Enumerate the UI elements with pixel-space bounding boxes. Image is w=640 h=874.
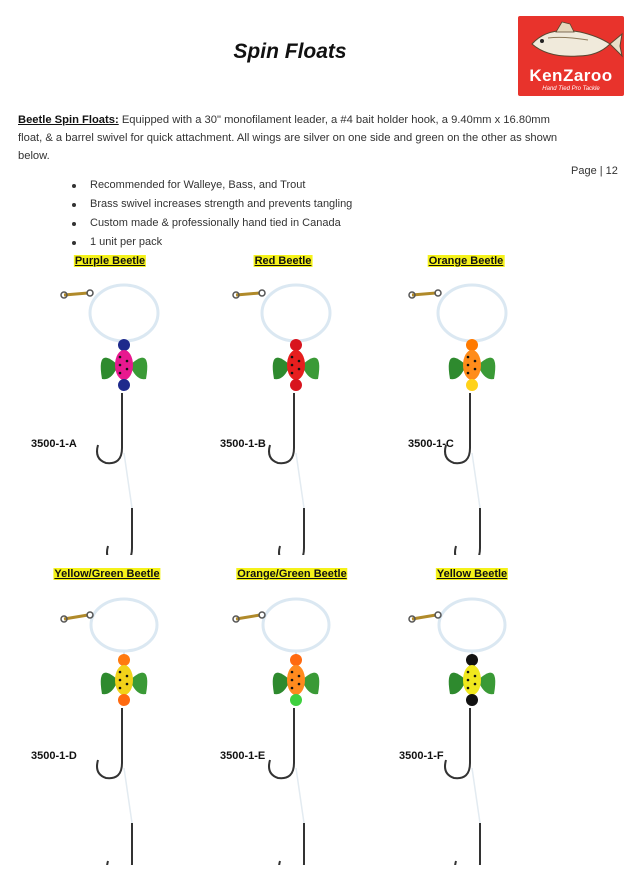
- product-name-yellow-beetle: Yellow Beetle: [436, 568, 508, 580]
- intro-text: Equipped with a 30" monofilament leader, a #4 bait holder hook, a 9.40mm x 16.80mm float, & a barrel swivel for quick attachment. All wings are silver on one side and green on the other as shown below.: [18, 114, 558, 162]
- product-code-e: 3500-1-E: [220, 750, 266, 762]
- product-code-d: 3500-1-D: [31, 750, 77, 762]
- beetle-lure-illustration: [398, 585, 538, 865]
- beetle-lure-illustration: [50, 585, 190, 865]
- barrel-swivel-icon: [61, 290, 93, 298]
- barrel-swivel-icon: [233, 612, 265, 622]
- feature-item: Brass swivel increases strength and prevents tangling: [72, 195, 352, 214]
- product-name-yellow-green-beetle: Yellow/Green Beetle: [54, 568, 160, 580]
- barrel-swivel-icon: [409, 612, 441, 622]
- product-name-orange-beetle: Orange Beetle: [428, 255, 504, 267]
- barrel-swivel-icon: [233, 290, 265, 298]
- page-title: Spin Floats: [233, 40, 347, 63]
- barrel-swivel-icon: [409, 290, 441, 298]
- logo-name: KenZaroo: [529, 66, 613, 85]
- intro-lead: Beetle Spin Floats:: [18, 114, 119, 126]
- product-code-a: 3500-1-A: [31, 438, 77, 450]
- feature-item: Custom made & professionally hand tied in Canada: [72, 214, 352, 233]
- beetle-lure-illustration: [222, 585, 362, 865]
- product-name-purple-beetle: Purple Beetle: [74, 255, 146, 267]
- page-number: Page | 12: [571, 165, 618, 177]
- product-name-red-beetle: Red Beetle: [254, 255, 312, 267]
- beetle-lure-illustration: [398, 275, 538, 555]
- product-code-c: 3500-1-C: [408, 438, 454, 450]
- intro-paragraph: [18, 111, 563, 165]
- product-name-orange-green-beetle: Orange/Green Beetle: [237, 568, 347, 580]
- barrel-swivel-icon: [61, 612, 93, 622]
- feature-item: 1 unit per pack: [72, 233, 352, 252]
- brand-logo: [518, 16, 624, 96]
- feature-item: Recommended for Walleye, Bass, and Trout: [72, 176, 352, 195]
- feature-list: [72, 176, 352, 252]
- product-code-b: 3500-1-B: [220, 438, 266, 450]
- beetle-lure-illustration: [50, 275, 190, 555]
- beetle-lure-illustration: [222, 275, 362, 555]
- logo-tagline: Hand Tied Pro Tackle: [542, 86, 600, 92]
- product-code-f: 3500-1-F: [399, 750, 444, 762]
